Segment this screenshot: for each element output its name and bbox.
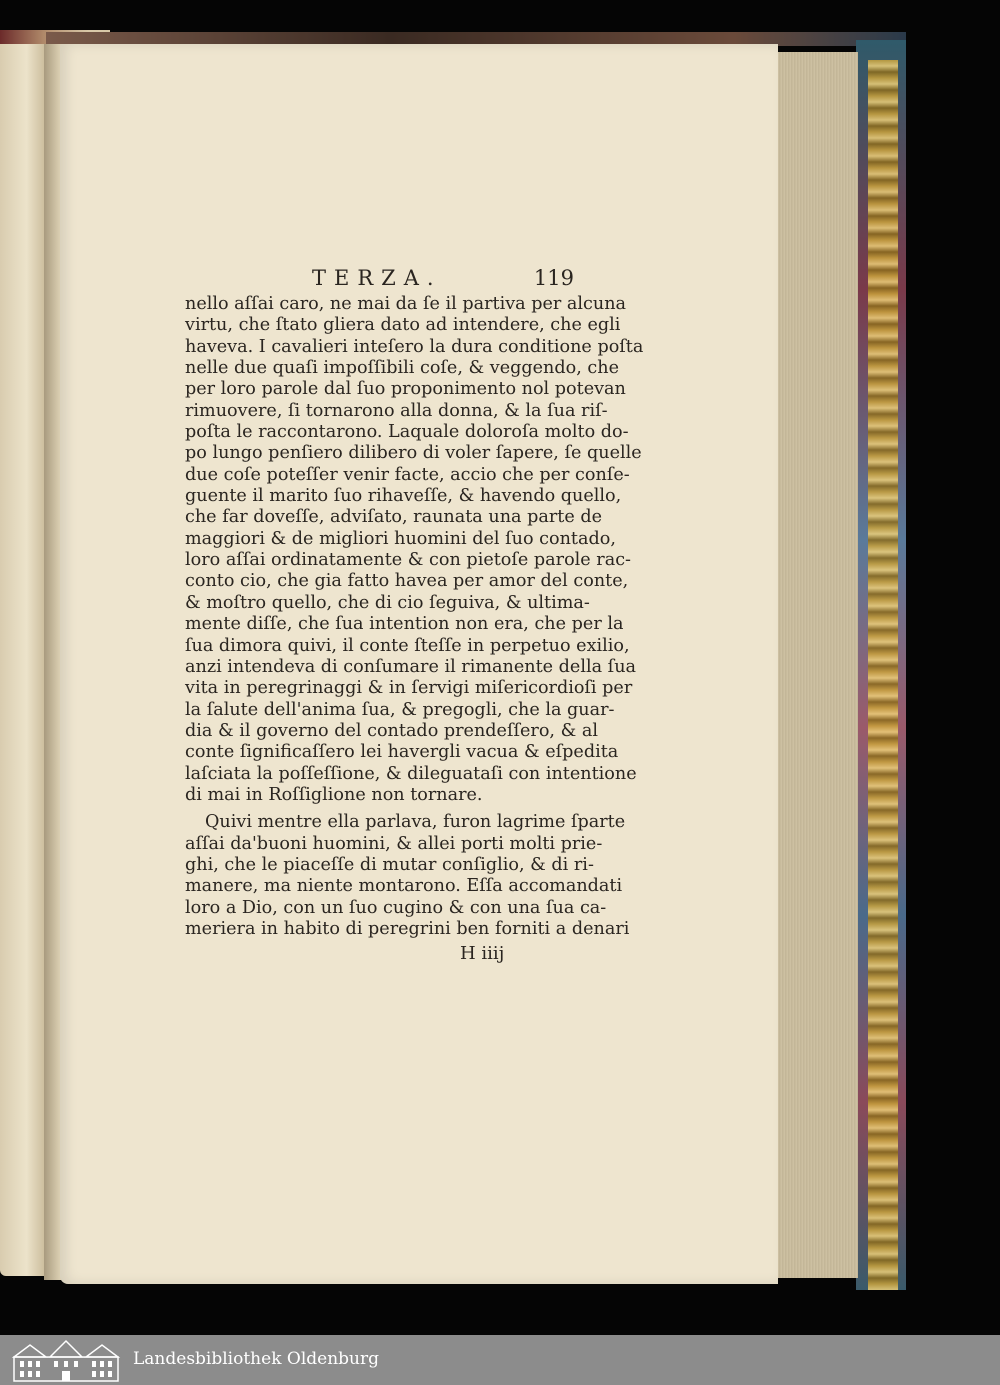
text-line: nelle due quaſi impoſſibili coſe, & veggendo, che (185, 358, 620, 379)
library-building-icon (10, 1339, 122, 1383)
running-title: TERZA. (312, 266, 442, 290)
text-line: nello aſſai caro, ne mai da ſe il partiva per alcuna (185, 294, 627, 314)
text-line: loro aſſai ordinatamente & con pietoſe parole rac- (185, 550, 631, 571)
signature-mark: H iiij (460, 943, 505, 964)
gilt-page-edge (868, 60, 898, 1290)
footer-bar (0, 1335, 1000, 1385)
text-line: conte ſignificaſſero lei havergli vacua & eſpedita (185, 742, 619, 763)
text-line: ſua dimora quivi, il conte ſteſſe in perpetuo exilio, (185, 635, 630, 656)
text-line: poſta le raccontarono. Laquale doloroſa molto do- (185, 422, 629, 443)
text-line: ghi, che le piaceſſe di mutar conſiglio, & di ri- (185, 854, 594, 875)
text-line: due coſe poteſſer venir facte, accio che per conſe- (185, 464, 630, 485)
text-line: po lungo penſiero dilibero di voler ſapere, ſe quelle (185, 443, 642, 464)
page-header (312, 266, 574, 294)
text-line: & moſtro quello, che di cio ſeguiva, & ultima- (185, 592, 590, 613)
text-line: meriera in habito di peregrini ben forniti a denari (185, 918, 630, 939)
text-line: haveva. I cavalieri inteſero la dura conditione poſta (185, 336, 644, 357)
text-line: conto cio, che gia fatto havea per amor del conte, (185, 571, 629, 592)
text-line: virtu, che ſtato gliera dato ad intendere, che egli (185, 315, 621, 336)
text-line: mente diſſe, che ſua intention non era, che per la (185, 614, 624, 635)
text-line: dia & il governo del contado prendeſſero, & al (185, 720, 598, 741)
page-text (185, 294, 644, 940)
text-line: che far doveſſe, adviſato, raunata una parte de (185, 507, 603, 528)
text-line: anzi intendeva di conſumare il rimanente della ſua (185, 656, 637, 677)
text-line: rimuovere, ſi tornarono alla donna, & la ſua riſ- (185, 400, 608, 421)
page-number: 119 (533, 266, 574, 290)
text-line: la ſalute dell'anima ſua, & pregogli, che la guar- (185, 699, 615, 720)
page-block-edges (776, 52, 858, 1278)
text-line: Quivi mentre ella parlava, furon lagrime ſparte (205, 812, 626, 833)
text-line: loro a Dio, con un ſuo cugino & con una ſua ca- (185, 897, 607, 918)
library-name: Landesbibliothek Oldenburg (133, 1349, 380, 1369)
text-line: di mai in Roſſiglione non tornare. (185, 784, 483, 805)
text-line: per loro parole dal ſuo proponimento nol potevan (185, 379, 626, 400)
text-line: maggiori & de migliori huomini del ſuo contado, (185, 528, 616, 549)
text-line: manere, ma niente montarono. Eſſa accomandati (185, 876, 623, 897)
text-line: guente il marito ſuo rihaveſſe, & havendo quello, (185, 486, 622, 507)
text-line: laſciata la poſſeſſione, & dileguataſi con intentione (185, 763, 637, 784)
text-line: vita in peregrinaggi & in ſervigi miſericordioſi per (185, 678, 633, 699)
left-page-edge (0, 44, 44, 1276)
text-line: aſſai da'buoni huomini, & allei porti molti prie- (185, 833, 603, 854)
